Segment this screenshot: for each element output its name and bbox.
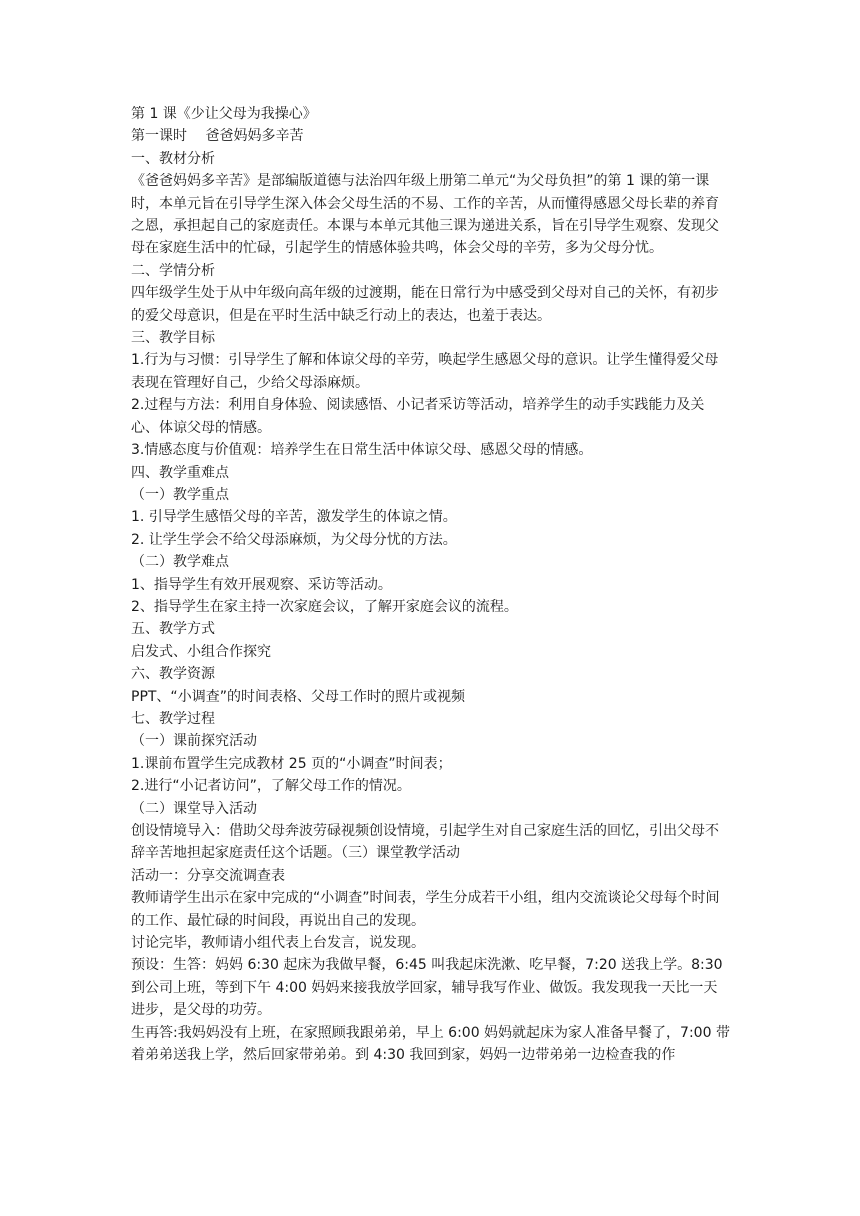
section-heading: 一、教材分析 — [131, 150, 215, 167]
paragraph: 讨论完毕，教师请小组代表上台发言，说发现。 — [131, 935, 425, 952]
paragraph: 生再答:我妈妈没有上班，在家照顾我跟弟弟，早上 6:00 妈妈就起床为家人准备早餐了，7:00 带着弟弟送我上学，然后回家带弟弟。到 4:30 我回到家，妈妈一边带弟弟一边检查我的作 — [131, 1024, 730, 1064]
list-item: 2. 让学生学会不给父母添麻烦，为父母分忧的方法。 — [131, 531, 457, 548]
class-period-title: 第一课时 爸爸妈妈多辛苦 — [131, 128, 304, 145]
section-heading: 二、学情分析 — [131, 262, 215, 279]
paragraph: PPT、“小调查”的时间表格、父母工作时的照片或视频 — [131, 688, 465, 705]
section-heading: 七、教学过程 — [131, 710, 215, 727]
list-item: 1.课前布置学生完成教材 25 页的“小调查”时间表； — [131, 755, 452, 772]
paragraph: 四年级学生处于从中年级向高年级的过渡期，能在日常行为中感受到父母对自己的关怀，有初步的爱父母意识，但是在平时生活中缺乏行动上的表达，也羞于表达。 — [131, 285, 719, 324]
subsection-heading: （二）课堂导入活动 — [131, 800, 257, 817]
section-heading: 六、教学资源 — [131, 666, 215, 683]
section-heading: 四、教学重难点 — [131, 464, 229, 481]
paragraph: 启发式、小组合作探究 — [131, 643, 271, 660]
paragraph: 教师请学生出示在家中完成的“小调查”时间表，学生分成若干小组，组内交流谈论父母每个时间的工作、最忙碌的时间段，再说出自己的发现。 — [131, 890, 720, 929]
section-heading: 三、教学目标 — [131, 330, 215, 347]
subsection-heading: （二）教学难点 — [131, 554, 229, 571]
paragraph: 1.行为与习惯：引导学生了解和体谅父母的辛劳，唤起学生感恩父母的意识。让学生懂得爱父母表现在管理好自己，少给父母添麻烦。 — [131, 352, 719, 391]
list-item: 2.进行“小记者访问”，了解父母工作的情况。 — [131, 778, 411, 795]
list-item: 1. 引导学生感悟父母的辛苦，激发学生的体谅之情。 — [131, 509, 457, 526]
list-item: 1、指导学生有效开展观察、采访等活动。 — [131, 576, 392, 593]
paragraph: 3.情感态度与价值观：培养学生在日常生活中体谅父母、感恩父母的情感。 — [131, 442, 593, 459]
subsection-heading: （一）教学重点 — [131, 486, 229, 503]
section-heading: 五、教学方式 — [131, 621, 215, 638]
paragraph: 预设：生答：妈妈 6:30 起床为我做早餐，6:45 叫我起床洗漱、吃早餐，7:20 送我上学。8:30 到公司上班，等到下午 4:00 妈妈来接我放学回家，辅导我写作业、做饭。我发现我一天比一天进步，是父母的功劳。 — [131, 957, 728, 1019]
activity-heading: 活动一：分享交流调查表 — [131, 867, 285, 884]
lesson-title: 第 1 课《少让父母为我操心》 — [131, 106, 317, 122]
list-item: 2、指导学生在家主持一次家庭会议，了解开家庭会议的流程。 — [131, 598, 518, 615]
subsection-heading: （一）课前探究活动 — [131, 733, 257, 750]
paragraph: 《爸爸妈妈多辛苦》是部编版道德与法治四年级上册第二单元“为父母负担”的第 1 课的第一课时，本单元旨在引导学生深入体会父母生活的不易、工作的辛苦，从而懂得感恩父母长辈的养育之恩，承担起自己的家庭责任。本课与本单元其他三课为递进关系，旨在引导学生观察、发现父母在家庭生活中的忙碌，引起学生的情感体验共鸣，体会父母的辛劳，多为父母分忧。 — [131, 173, 719, 257]
paragraph: 创设情境导入：借助父母奔波劳碌视频创设情境，引起学生对自己家庭生活的回忆，引出父母不辞辛苦地担起家庭责任这个话题。（三）课堂教学活动 — [131, 823, 719, 862]
paragraph: 2.过程与方法：利用自身体验、阅读感悟、小记者采访等活动，培养学生的动手实践能力及关心、体谅父母的情感。 — [131, 397, 705, 436]
document-page — [131, 103, 731, 1066]
